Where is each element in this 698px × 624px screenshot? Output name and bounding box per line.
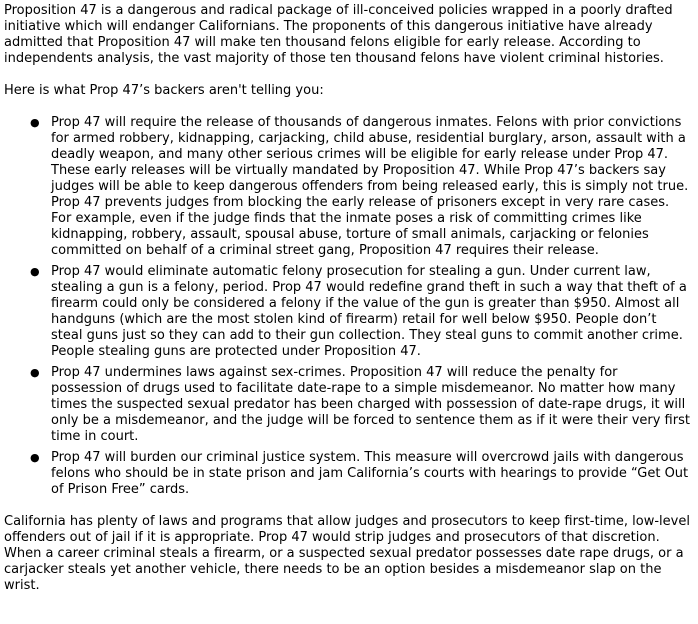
list-item-text: Prop 47 will burden our criminal justice system. This measure will overcrowd jails with dangerous felons who should be in state prison and jam California’s courts with hearings to provide “Get Out of Prison Free” cards. xyxy=(51,450,689,497)
list-item-text: Prop 47 would eliminate automatic felony prosecution for stealing a gun. Under current law, stealing a gun is a felony, period. Prop 47 would redefine grand theft in such a way that theft of a firearm could only be considered a felony if the value of the gun is greater than $950. Almost all handguns (which are the most stolen kind of firearm) retail for well below $950. People don’t steal guns just so they can add to their gun collection. They steal guns to commit another crime. People stealing guns are protected under Proposition 47. xyxy=(51,264,687,359)
list-item xyxy=(4,450,692,498)
list-item xyxy=(4,264,692,360)
closing-paragraph: California has plenty of laws and programs that allow judges and prosecutors to keep first-time, low-level offenders out of jail if it is appropriate. Prop 47 would strip judges and prosecutors of that discretion. When a career criminal steals a firearm, or a suspected sexual predator possesses date rape drugs, or a carjacker steals yet another vehicle, there needs to be an option besides a misdemeanor slap on the wrist. xyxy=(4,514,690,593)
document-body xyxy=(0,3,698,594)
bullet-icon: ● xyxy=(30,451,40,464)
bullet-icon: ● xyxy=(30,366,40,379)
list-item xyxy=(4,115,692,259)
bullet-icon: ● xyxy=(30,265,40,278)
list-item-text: Prop 47 will require the release of thousands of dangerous inmates. Felons with prior convictions for armed robbery, kidnapping, carjacking, child abuse, residential burglary, arson, assault with a deadly weapon, and many other serious crimes will be eligible for early release under Prop 47. These early releases will be virtually mandated by Proposition 47. While Prop 47’s backers say judges will be able to keep dangerous offenders from being released early, this is simply not true. Prop 47 prevents judges from blocking the early release of prisoners except in very rare cases. For example, even if the judge finds that the inmate poses a risk of committing crimes like kidnapping, robbery, assault, spousal abuse, torture of small animals, carjacking or felonies committed on behalf of a criminal street gang, Proposition 47 requires their release. xyxy=(51,115,689,258)
bullet-list xyxy=(4,115,692,498)
list-item-text: Prop 47 undermines laws against sex-crimes. Proposition 47 will reduce the penalty for possession of drugs used to facilitate date-rape to a simple misdemeanor. No matter how many times the suspected sexual predator has been charged with possession of date-rape drugs, it will only be a misdemeanor, and the judge will be forced to sentence them as if it were their very first time in court. xyxy=(51,365,690,444)
bullet-icon: ● xyxy=(30,116,40,129)
intro-paragraph: Proposition 47 is a dangerous and radical package of ill-conceived policies wrapped in a poorly drafted initiative which will endanger Californians. The proponents of this dangerous initiative have already admitted that Proposition 47 will make ten thousand felons eligible for early release. According to independents analysis, the vast majority of those ten thousand felons have violent criminal histories. xyxy=(4,3,673,66)
list-item xyxy=(4,365,692,445)
lead-in-paragraph: Here is what Prop 47’s backers aren't telling you: xyxy=(4,83,324,98)
